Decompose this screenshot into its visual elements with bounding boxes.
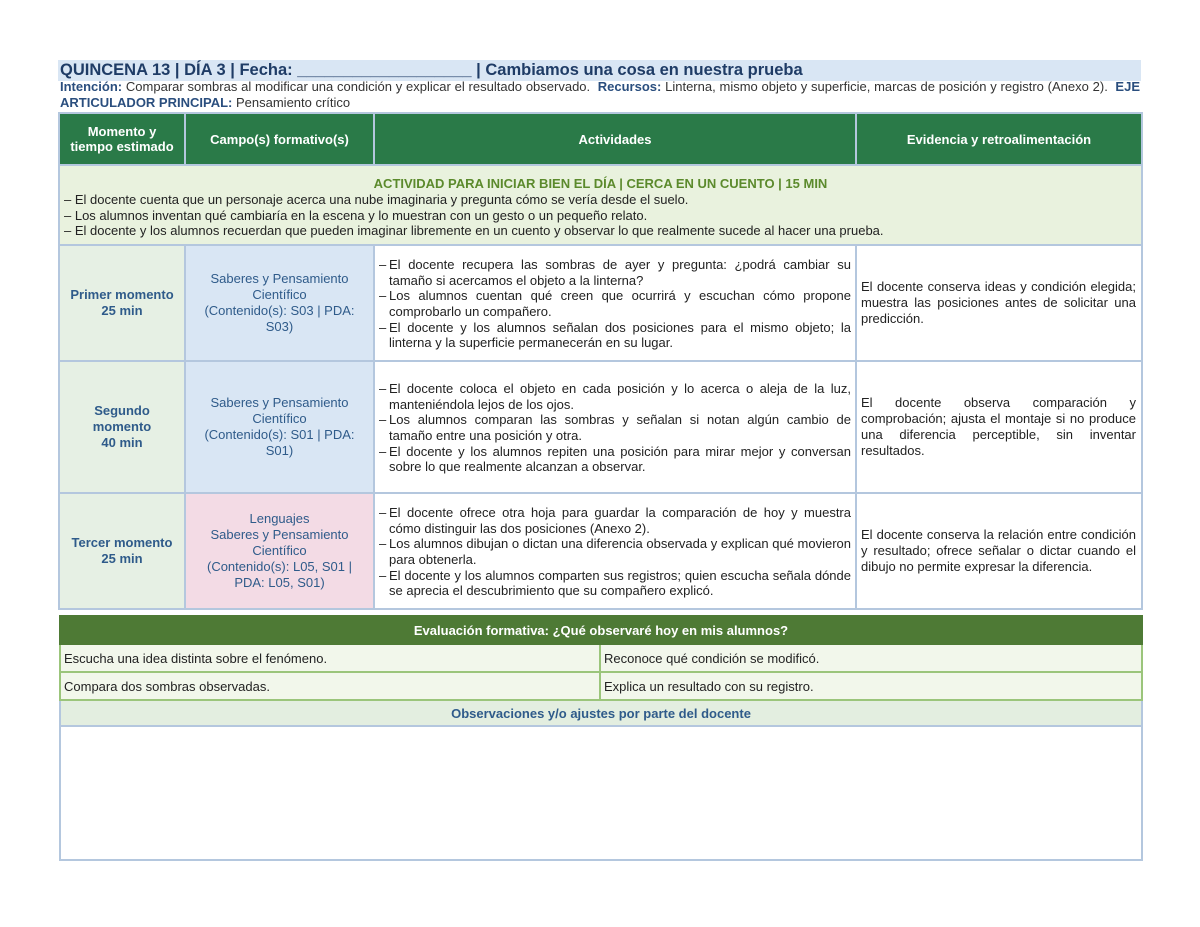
moment-name: Tercer momento <box>71 535 173 550</box>
evaluation-item: Compara dos sombras observadas. <box>60 672 600 700</box>
observaciones-area[interactable] <box>60 726 1142 860</box>
planning-table <box>58 112 1143 610</box>
eje-text: Pensamiento crítico <box>235 94 351 110</box>
campo-cell <box>185 245 374 361</box>
campo-line: (Contenido(s): S03 | PDA: S03) <box>204 303 355 334</box>
moment-name: Segundo momento <box>92 403 152 434</box>
actividad-item: – El docente y los alumnos repiten una posición para mirar mejor y conversan sobre lo que realmente alcanzan a observar. <box>379 444 851 475</box>
eje-label: EJE ARTICULADOR PRINCIPAL: <box>60 79 1140 110</box>
intro-line: – Los alumnos inventan qué cambiaría en la escena y lo muestran con un gesto o un pequeño relato. <box>64 207 648 223</box>
evidencia-cell: El docente conserva ideas y condición elegida; muestra las posiciones antes de solicitar una predicción. <box>856 245 1142 361</box>
evaluation-item: Explica un resultado con su registro. <box>600 672 1142 700</box>
page-title: QUINCENA 13 | DÍA 3 | Fecha: ___________________ | Cambiamos una cosa en nuestra prueba <box>58 60 1141 81</box>
actividades-cell <box>374 245 856 361</box>
moment-time: 25 min <box>101 551 143 566</box>
actividad-item: – Los alumnos dibujan o dictan una diferencia observada y explican qué movieron para obtenerla. <box>379 536 851 567</box>
intencion-text: Comparar sombras al modificar una condición y explicar el resultado observado. <box>125 79 591 94</box>
actividad-item: – El docente y los alumnos comparten sus registros; quien escucha señala dónde se aprecia el descubrimiento que su compañero explicó. <box>379 568 851 599</box>
moment-time: 40 min <box>101 435 143 450</box>
actividades-cell <box>374 493 856 609</box>
intencion-label: Intención: <box>60 79 123 94</box>
moment-name: Primer momento <box>70 287 174 302</box>
campo-line: Saberes y Pensamiento Científico <box>210 395 349 426</box>
intro-title: ACTIVIDAD PARA INICIAR BIEN EL DÍA | CERCA EN UN CUENTO | 15 MIN <box>373 176 828 191</box>
moment-time: 25 min <box>101 303 143 318</box>
campo-line: (Contenido(s): S01 | PDA: S01) <box>204 427 355 458</box>
moment-cell <box>59 245 185 361</box>
header-actividades: Actividades <box>374 113 856 165</box>
table-row <box>59 245 1142 361</box>
actividades-cell <box>374 361 856 493</box>
recursos-text: Linterna, mismo objeto y superficie, marcas de posición y registro (Anexo 2). <box>665 79 1108 94</box>
intent-block <box>60 79 1140 110</box>
campo-line: Saberes y Pensamiento Científico <box>210 527 349 558</box>
campo-line: Saberes y Pensamiento Científico <box>210 271 349 302</box>
evaluation-item: Escucha una idea distinta sobre el fenómeno. <box>60 644 600 672</box>
evidencia-cell: El docente observa comparación y comprobación; ajusta el montaje si no produce una diferencia perceptible, sin inventar resultados. <box>856 361 1142 493</box>
table-header-row <box>59 113 1142 165</box>
actividad-item: – El docente y los alumnos señalan dos posiciones para el mismo objeto; la linterna y la superficie permanecerán en su lugar. <box>379 320 851 351</box>
header-evidencia: Evidencia y retroalimentación <box>856 113 1142 165</box>
actividad-item: – El docente ofrece otra hoja para guardar la comparación de hoy y muestra cómo distinguir las dos posiciones (Anexo 2). <box>379 505 851 536</box>
header-campo: Campo(s) formativo(s) <box>185 113 374 165</box>
evaluation-title: Evaluación formativa: ¿Qué observaré hoy en mis alumnos? <box>60 616 1142 644</box>
evaluation-table <box>59 615 1143 861</box>
evaluation-item: Reconoce qué condición se modificó. <box>600 644 1142 672</box>
observaciones-title: Observaciones y/o ajustes por parte del docente <box>60 700 1142 726</box>
actividad-item: – El docente recupera las sombras de ayer y pregunta: ¿podrá cambiar su tamaño si acercamos el objeto a la linterna? <box>379 257 851 288</box>
actividad-item: – Los alumnos cuentan qué creen que ocurrirá y escuchan cómo propone comprobarlo un compañero. <box>379 288 851 319</box>
intro-cell <box>59 165 1142 245</box>
campo-cell <box>185 493 374 609</box>
actividad-item: – Los alumnos comparan las sombras y señalan si notan algún cambio de tamaño entre una posición y otra. <box>379 412 851 443</box>
campo-cell <box>185 361 374 493</box>
campo-line: Lenguajes <box>249 511 310 526</box>
moment-cell <box>59 361 185 493</box>
intro-line: – El docente cuenta que un personaje acerca una nube imaginaria y pregunta cómo se vería desde el suelo. <box>64 192 689 207</box>
header-momento: Momento y tiempo estimado <box>59 113 185 165</box>
evidencia-cell: El docente conserva la relación entre condición y resultado; ofrece señalar o dictar cuando el dibujo no permite expresar la diferencia. <box>856 493 1142 609</box>
moment-cell <box>59 493 185 609</box>
intro-line: – El docente y los alumnos recuerdan que pueden imaginar libremente en un cuento y observar lo que realmente sucede al hacer una prueba. <box>64 223 884 238</box>
table-row <box>59 493 1142 609</box>
table-row <box>59 361 1142 493</box>
intro-row <box>59 165 1142 245</box>
campo-line: (Contenido(s): L05, S01 | PDA: L05, S01) <box>206 559 352 590</box>
actividad-item: – El docente coloca el objeto en cada posición y lo acerca o aleja de la luz, manteniéndola lejos de los ojos. <box>379 381 851 412</box>
recursos-label: Recursos: <box>597 79 662 94</box>
